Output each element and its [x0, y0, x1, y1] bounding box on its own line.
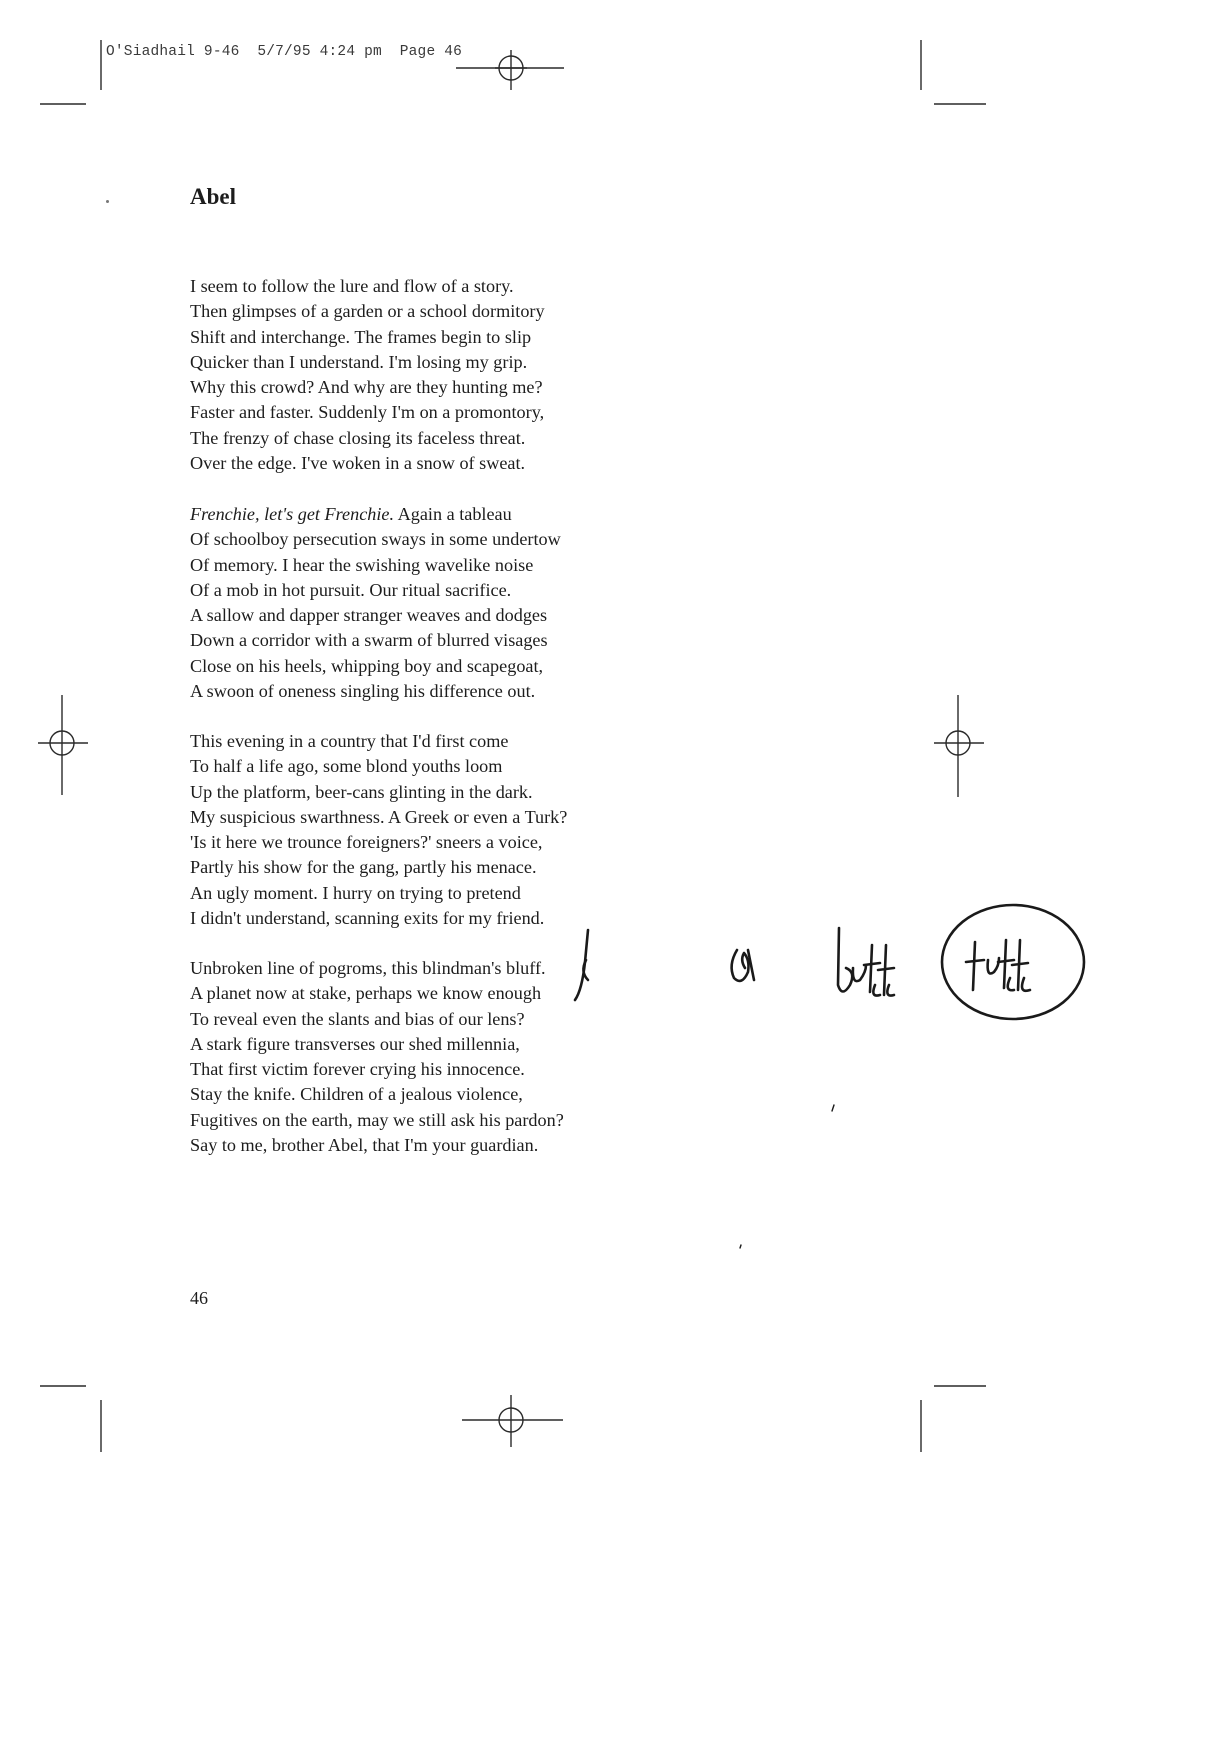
poem-line: That first victim forever crying his innocence. — [190, 1059, 525, 1080]
poem-line: Up the platform, beer-cans glinting in the dark. — [190, 781, 533, 802]
poem-line: Partly his show for the gang, partly his menace. — [190, 857, 537, 878]
insertion-stroke — [575, 930, 588, 1000]
poem-line: I didn't understand, scanning exits for my friend. — [190, 908, 545, 929]
delete-mark-icon — [732, 950, 749, 981]
poem-line: The frenzy of chase closing its faceless threat. — [190, 427, 526, 448]
poem-title: Abel — [190, 184, 236, 209]
poem-line: This evening in a country that I'd first come — [190, 731, 509, 751]
poem-line: Say to me, brother Abel, that I'm your guardian. — [190, 1135, 539, 1156]
poem-line: To reveal even the slants and bias of our lens? — [190, 1008, 525, 1029]
poem-line: Then glimpses of a garden or a school dormitory — [190, 301, 545, 322]
poem-line: Fugitives on the earth, may we still ask his pardon? — [190, 1109, 564, 1130]
page-number: 46 — [190, 1288, 208, 1308]
poem-line: Unbroken line of pogroms, this blindman's bluff. — [190, 958, 546, 978]
poem-line: To half a life ago, some blond youths loom — [190, 756, 503, 777]
poem-line: Stay the knife. Children of a jealous violence, — [190, 1084, 523, 1105]
running-header-slug: O'Siadhail 9-46 5/7/95 4:24 pm Page 46 — [106, 44, 463, 60]
poem-line-rest: Again a tableau — [394, 504, 512, 524]
poem-line: Faster and faster. Suddenly I'm on a promontory, — [190, 402, 545, 423]
poem-line: An ugly moment. I hurry on trying to pretend — [190, 882, 521, 903]
poem-line: A stark figure transverses our shed millennia, — [190, 1033, 520, 1054]
poem-line: I seem to follow the lure and flow of a story. — [190, 276, 514, 296]
poem-line: Of memory. I hear the swishing wavelike noise — [190, 554, 534, 575]
poem-line: A swoon of oneness singling his difference out. — [190, 681, 536, 702]
poem-line: Shift and interchange. The frames begin to slip — [190, 326, 532, 347]
handwritten-buff-word — [838, 928, 852, 992]
circled-annotation — [942, 905, 1084, 1019]
poem-line: Of a mob in hot pursuit. Our ritual sacrifice. — [190, 579, 512, 600]
poem-line: Over the edge. I've woken in a snow of sweat. — [190, 453, 526, 474]
poem-line: Down a corridor with a swarm of blurred visages — [190, 630, 548, 651]
poem-line: My suspicious swarthness. A Greek or even a Turk? — [190, 806, 568, 827]
poem-line: A planet now at stake, perhaps we know enough — [190, 983, 542, 1004]
poem-line: 'Is it here we trounce foreigners?' sneers a voice, — [190, 832, 543, 853]
poem-line: Why this crowd? And why are they hunting me? — [190, 377, 543, 398]
italic-quote: Frenchie, let's get Frenchie. — [190, 504, 395, 524]
poem-line: Close on his heels, whipping boy and scapegoat, — [190, 655, 544, 676]
poem-line: Of schoolboy persecution sways in some undertow — [190, 529, 561, 550]
poem-line: Quicker than I understand. I'm losing my grip. — [190, 351, 528, 372]
poem-line: A sallow and dapper stranger weaves and dodges — [190, 605, 548, 626]
